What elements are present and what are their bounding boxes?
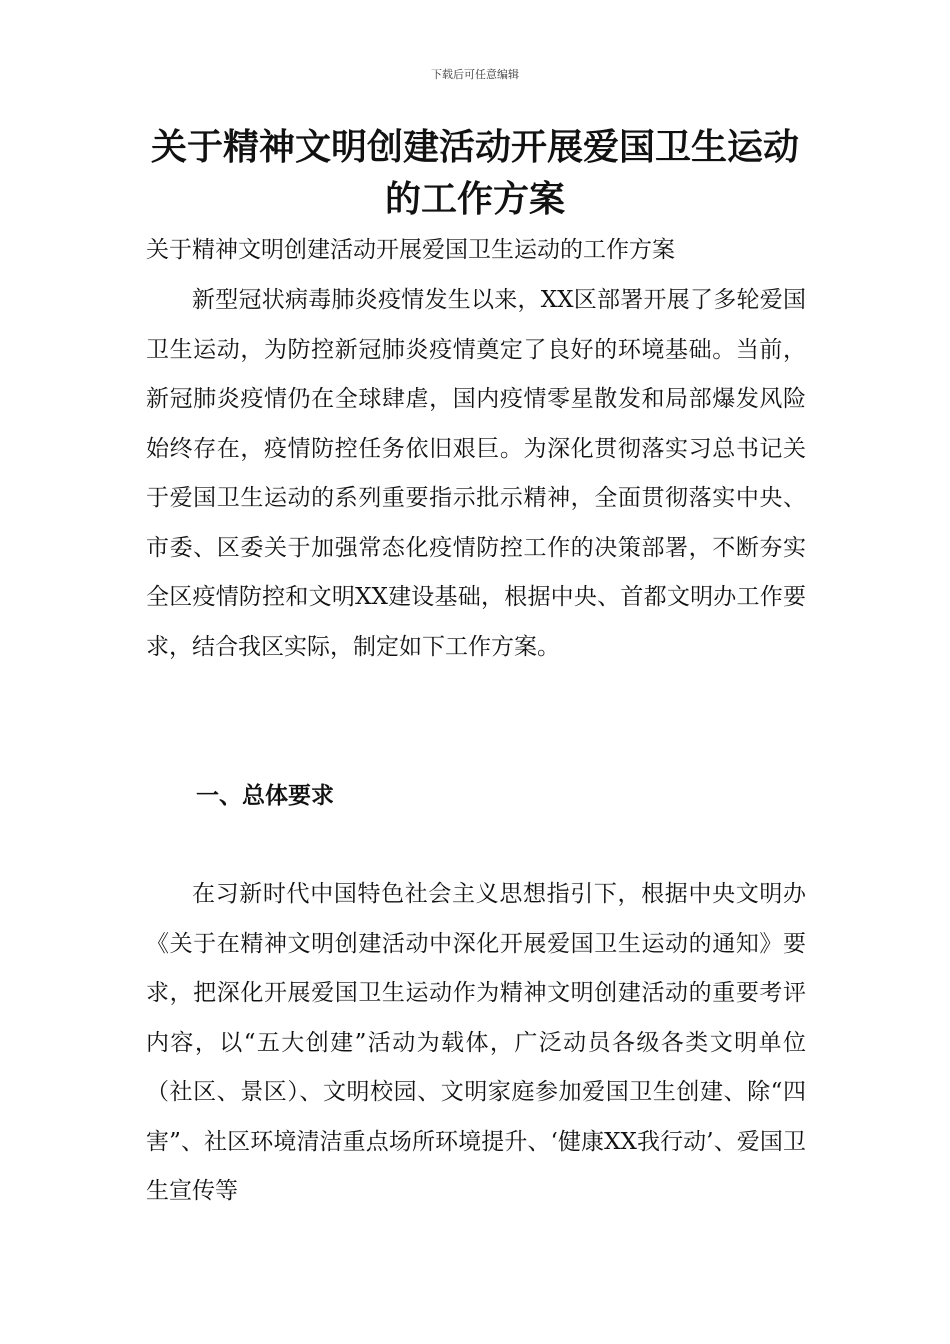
title-line-1: 关于精神文明创建活动开展爱国卫生运动 <box>150 127 799 168</box>
paragraph-general-requirements: 在习新时代中国特色社会主义思想指引下，根据中央文明办《关于在精神文明创建活动中深化开展爱国卫生运动的通知》要求，把深化开展爱国卫生运动作为精神文明创建活动的重要考评内容，以“五大创建”活动为载体，广泛动员各级各类文明单位（社区、景区）、文明校园、文明家庭参加爱国卫生创建、除“四害”、社区环境清洁重点场所环境提升、‘健康XX我行动’、爱国卫生宣传等 <box>146 881 806 1204</box>
paragraph-intro: 新型冠状病毒肺炎疫情发生以来，XX区部署开展了多轮爱国卫生运动，为防控新冠肺炎疫情奠定了良好的环境基础。当前，新冠肺炎疫情仍在全球肆虐，国内疫情零星散发和局部爆发风险始终存在，疫情防控任务依旧艰巨。为深化贯彻落实习总书记关于爱国卫生运动的系列重要指示批示精神，全面贯彻落实中央、市委、区委关于加强常态化疫情防控工作的决策部署，不断夯实全区疫情防控和文明XX建设基础，根据中央、首都文明办工作要求，结合我区实际，制定如下工作方案。 <box>146 287 806 660</box>
title-line-2: 的工作方案 <box>384 179 565 220</box>
section-heading-general-requirements: 一、总体要求 <box>196 782 334 809</box>
header-note: 下载后可任意编辑 <box>431 68 519 81</box>
document-subtitle: 关于精神文明创建活动开展爱国卫生运动的工作方案 <box>146 237 675 263</box>
document-title <box>110 122 840 226</box>
